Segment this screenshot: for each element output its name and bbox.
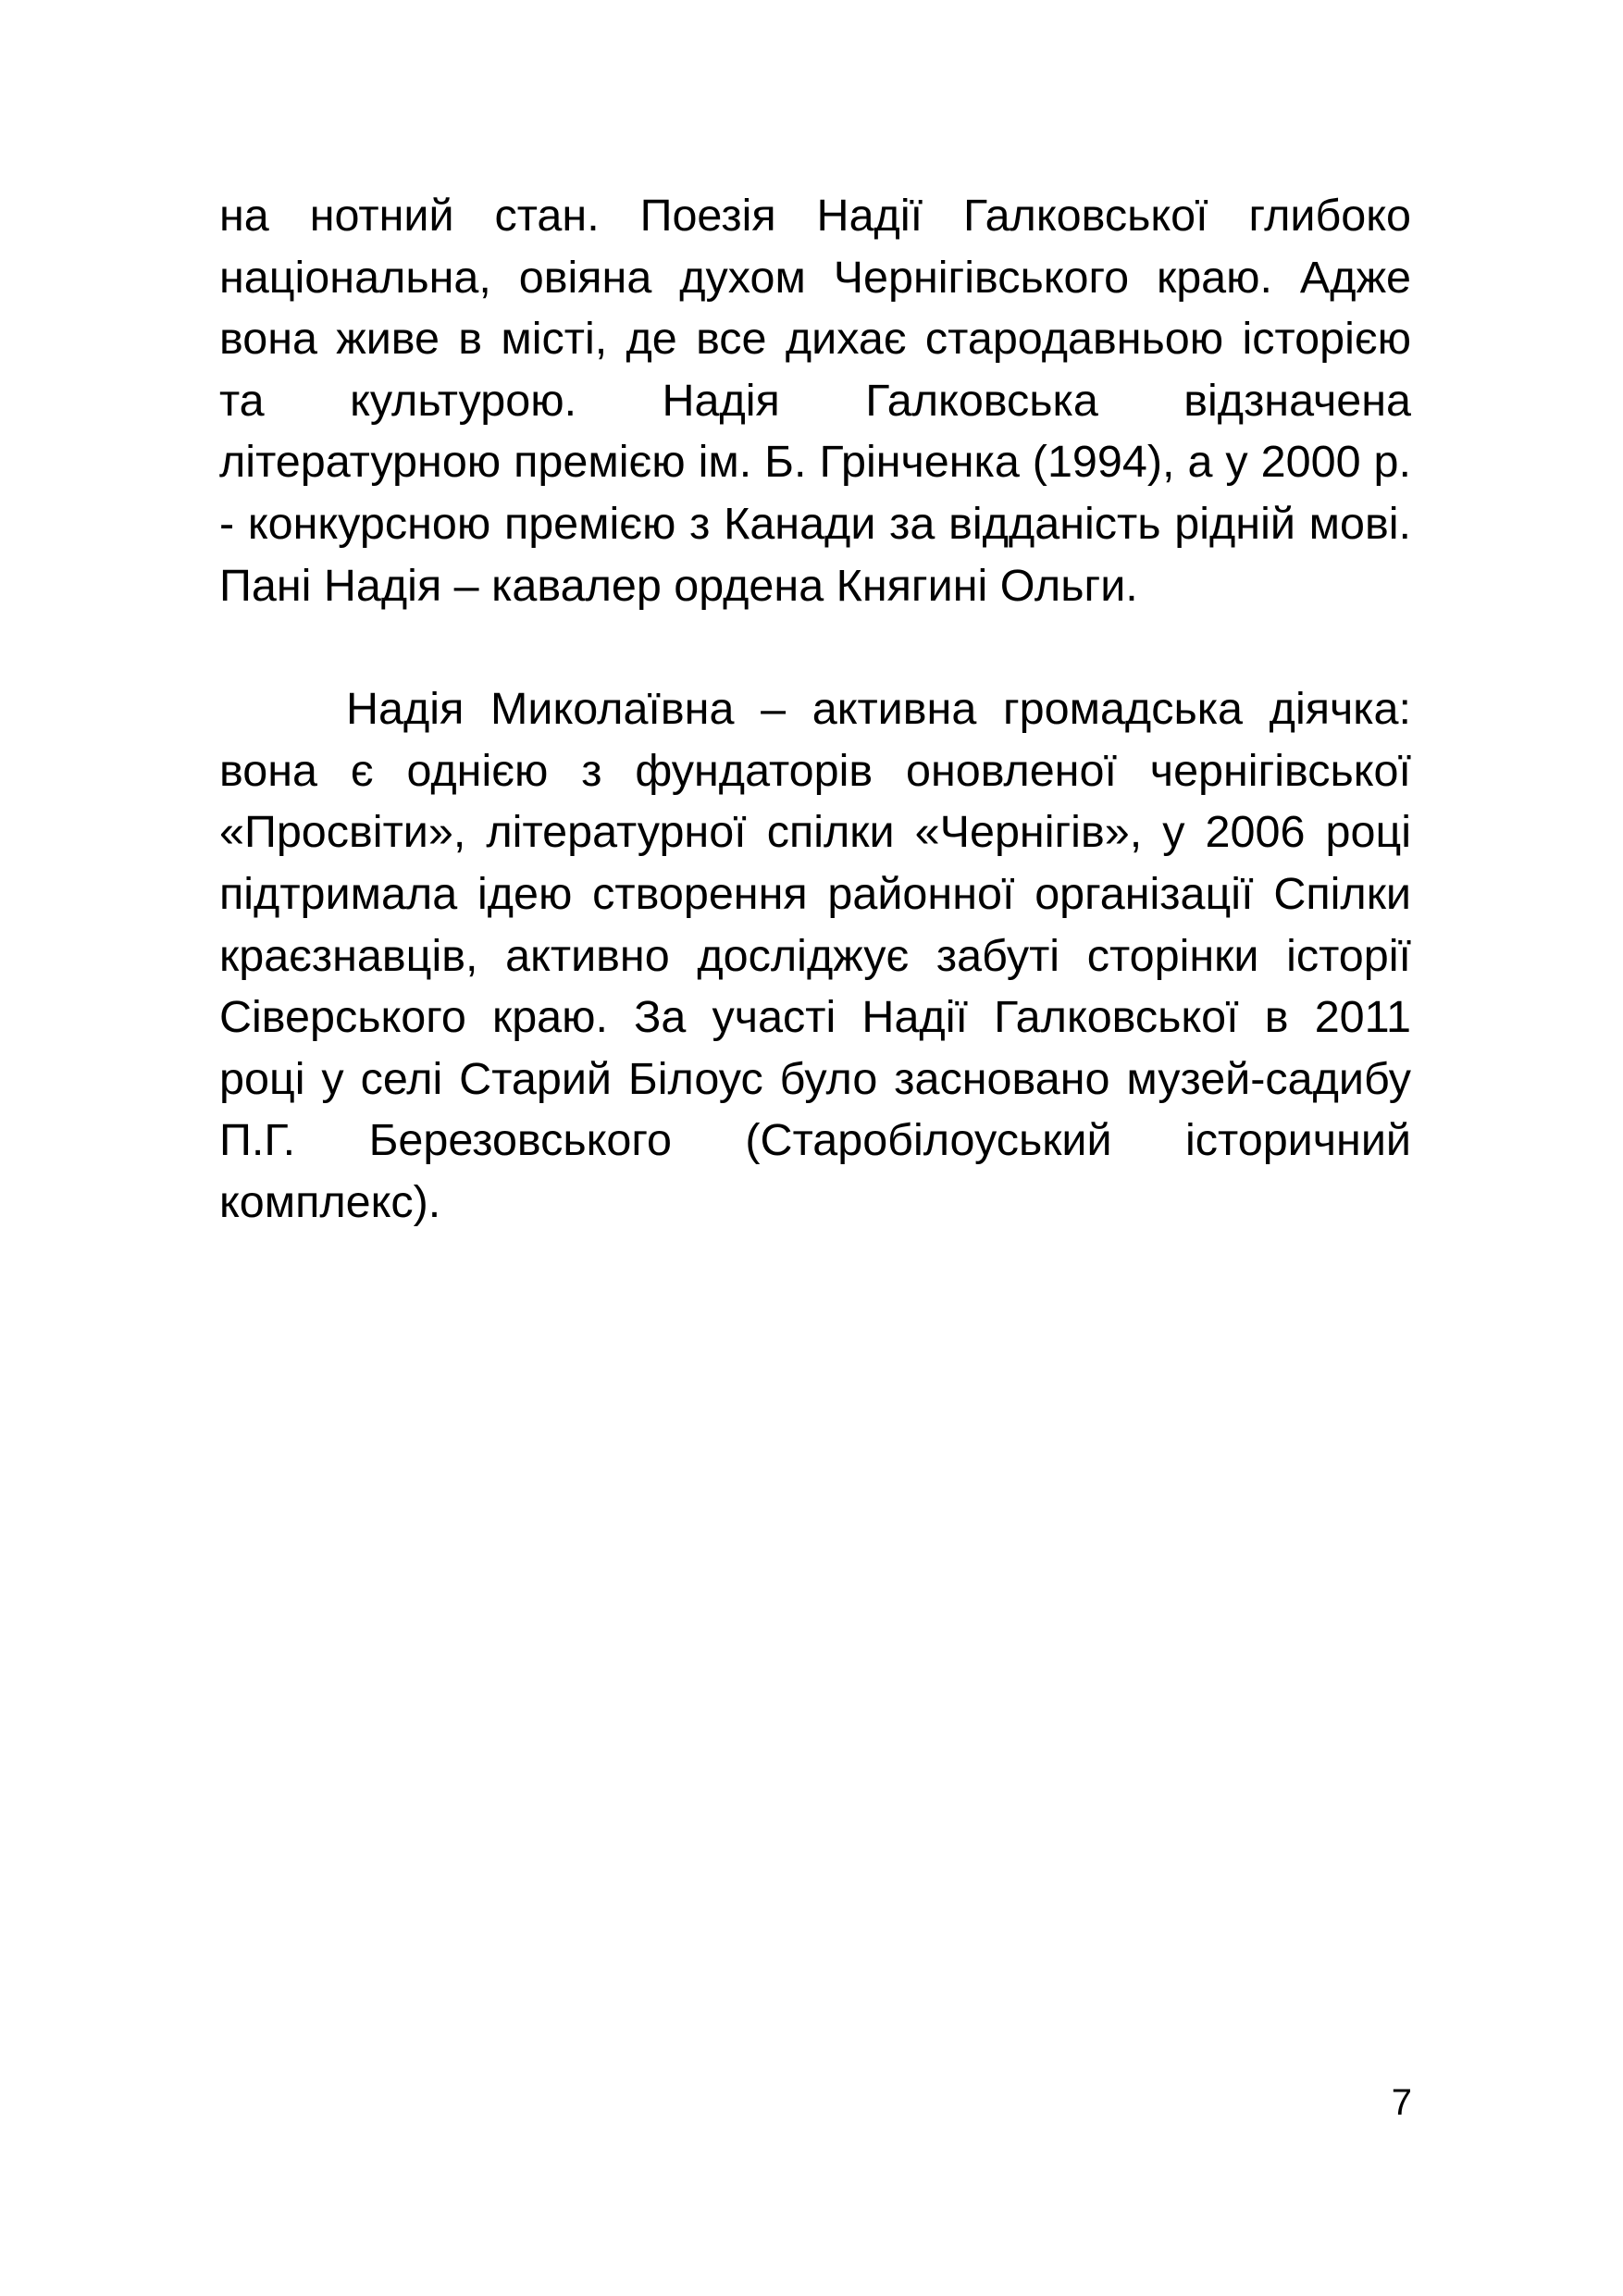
body-text [219, 185, 1411, 1234]
paragraph-2: Надія Миколаївна – активна громадська діячка: вона є однією з фундаторів оновленої чернігівської «Просвіти», літературної спілки «Чернігів», у 2006 році підтримала ідею створення районної організації Спілки краєзнавців, активно досліджує забуті сторінки історії Сіверського краю. За участі Надії Галковської в 2011 році у селі Старий Білоус було засновано музей-садибу П.Г. Березовського (Старобілоуський історичний комплекс). [219, 684, 1411, 1227]
paragraph-1: на нотний стан. Поезія Надії Галковської глибоко національна, овіяна духом Чернігівського краю. Адже вона живе в місті, де все дихає стародавньою історією та культурою. Надія Галковська відзначена літературною премією ім. Б. Грінченка (1994), а у 2000 р. - конкурсною премією з Канади за відданість рідній мові. Пані Надія – кавалер ордена Княгині Ольги. [219, 191, 1411, 611]
page-number: 7 [1391, 2082, 1412, 2123]
